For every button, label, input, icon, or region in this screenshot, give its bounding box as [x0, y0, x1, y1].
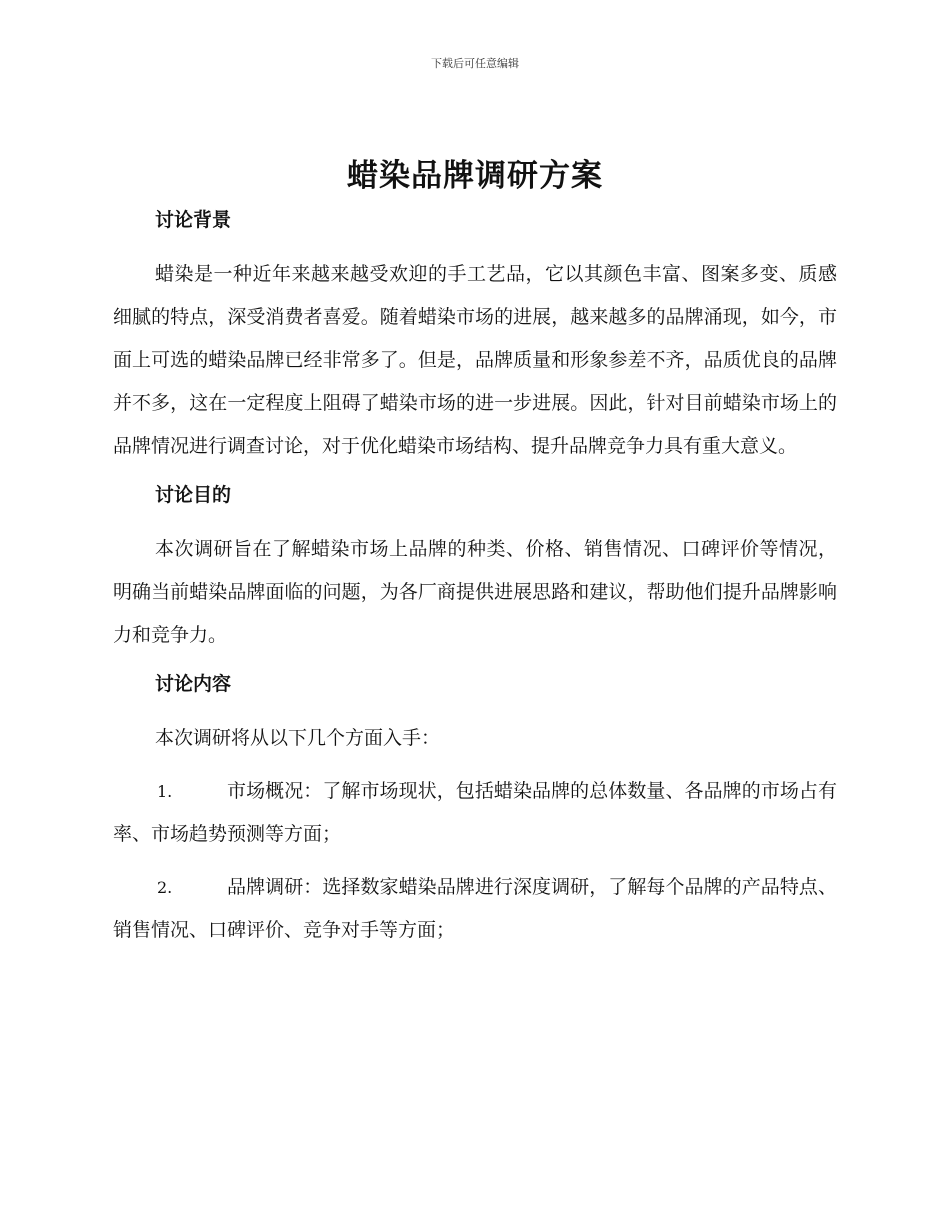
list-item-number: 1. — [157, 782, 173, 801]
header-note: 下载后可任意编辑 — [431, 57, 519, 70]
background-paragraph: 蜡染是一种近年来越来越受欢迎的手工艺品，它以其颜色丰富、图案多变、质感细腻的特点，深受消费者喜爱。随着蜡染市场的进展，越来越多的品牌涌现，如今，市面上可选的蜡染品牌已经非常多了。但是，品牌质量和形象参差不齐，品质优良的品牌并不多，这在一定程度上阻碍了蜡染市场的进一步进展。因此，针对目前蜡染市场上的品牌情况进行调查讨论，对于优化蜡染市场结构、提升品牌竞争力具有重大意义。 — [113, 263, 837, 457]
list-item — [113, 866, 837, 952]
list-item-text: 市场概况：了解市场现状，包括蜡染品牌的总体数量、各品牌的市场占有率、市场趋势预测等方面； — [113, 780, 837, 845]
list-item-text: 品牌调研：选择数家蜡染品牌进行深度调研，了解每个品牌的产品特点、销售情况、口碑评价、竞争对手等方面； — [113, 876, 837, 941]
document-title: 蜡染品牌调研方案 — [347, 158, 603, 194]
list-item-number: 2. — [157, 878, 173, 897]
section-heading-background: 讨论背景 — [155, 209, 232, 231]
list-item — [113, 770, 837, 856]
content-intro-paragraph: 本次调研将从以下几个方面入手： — [155, 727, 441, 749]
purpose-paragraph: 本次调研旨在了解蜡染市场上品牌的种类、价格、销售情况、口碑评价等情况，明确当前蜡染品牌面临的问题，为各厂商提供进展思路和建议，帮助他们提升品牌影响力和竞争力。 — [113, 538, 837, 646]
section-heading-purpose: 讨论目的 — [155, 484, 232, 506]
document-body — [113, 203, 837, 962]
section-heading-content: 讨论内容 — [155, 673, 232, 695]
